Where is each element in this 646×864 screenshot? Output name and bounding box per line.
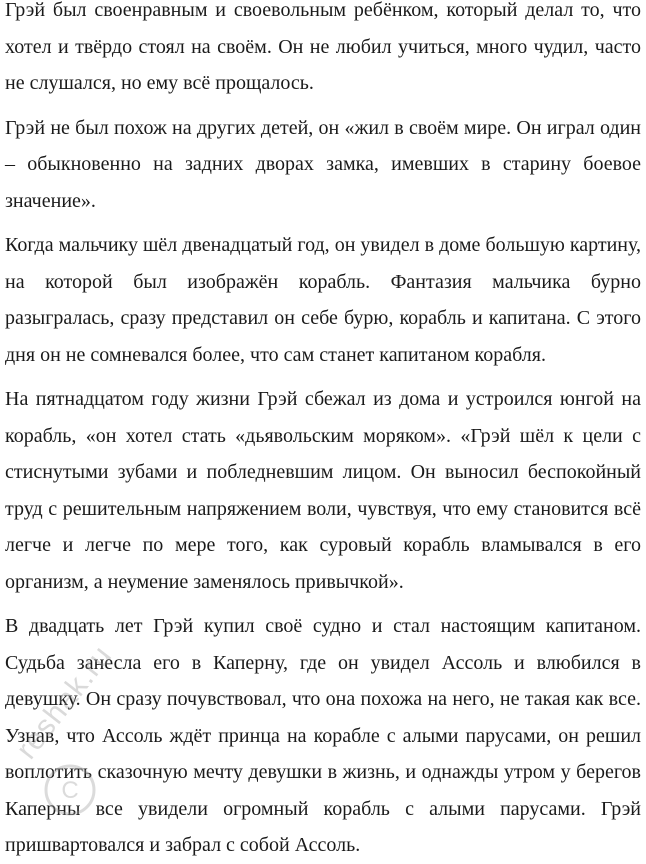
- paragraph-5: В двадцать лет Грэй купил своё судно и стал настоящим капитаном. Судьба занесла его в Каперну, где он увидел Ассоль и влюбился в девушку. Он сразу почувствовал, что она похожа на него, не такая как все. Узнав, что Ассоль ждёт принца на корабле с алыми парусами, он решил воплотить сказочную мечту девушки в жизнь, и однажды утром у берегов Каперны все увидели огромный корабль с алыми парусами. Грэй пришвартовался и забрал с собой Ассоль.: [5, 615, 641, 856]
- watermark-text: reshak.ru: [10, 639, 119, 766]
- svg-text:C: C: [61, 777, 79, 804]
- paragraph-1: Грэй был своенравным и своевольным ребёнком, который делал то, что хотел и твёрдо стоял на своём. Он не любил учиться, много чудил, часто не слушался, но ему всё прощалось.: [5, 0, 641, 94]
- paragraph-2: Грэй не был похож на других детей, он «жил в своём мире. Он играл один – обыкновенно на задних дворах замка, имевших в старину боевое значение».: [5, 116, 641, 212]
- paragraph-3: Когда мальчику шёл двенадцатый год, он увидел в доме большую картину, на которой был изображён корабль. Фантазия мальчика бурно разыгралась, сразу представил он себе бурю, корабль и капитана. С этого дня он не сомневался более, что сам станет капитаном корабля.: [5, 234, 641, 366]
- paragraph-4: На пятнадцатом году жизни Грэй сбежал из дома и устроился юнгой на корабль, «он хотел стать «дьявольским моряком». «Грэй шёл к цели с стиснутыми зубами и побледневшим лицом. Он выносил беспокойный труд с решительным напряжением воли, чувствуя, что ему становится всё легче и легче по мере того, как суровый корабль вламывался в его организм, а неумение заменялось привычкой».: [5, 388, 641, 593]
